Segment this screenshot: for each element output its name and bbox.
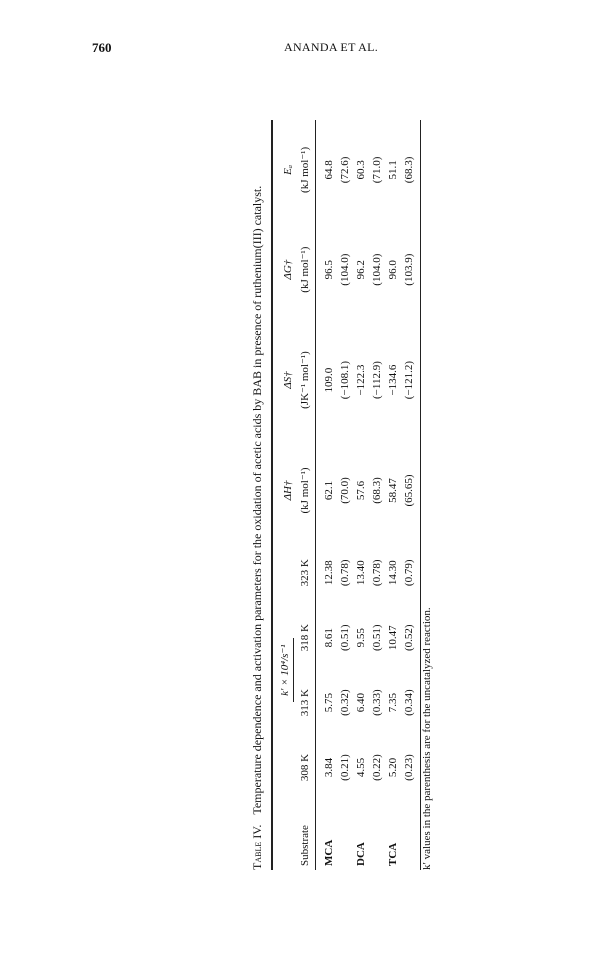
value-cell: 5.75 bbox=[323, 693, 335, 713]
k-header: k′ × 10⁴/s⁻¹ bbox=[272, 540, 296, 800]
value-cell: (−108.1) bbox=[339, 360, 351, 400]
temp-header: 308 K bbox=[299, 753, 311, 782]
table-row bbox=[369, 120, 385, 870]
value-cell: (104.0) bbox=[339, 253, 351, 286]
table-row bbox=[353, 120, 369, 870]
value-cell: 10.47 bbox=[387, 625, 399, 651]
value-cell: (103.9) bbox=[403, 253, 415, 286]
substrate-cell: TCA bbox=[387, 842, 399, 866]
running-head: ANANDA ET AL. bbox=[284, 40, 379, 54]
table-body bbox=[316, 120, 421, 870]
value-cell: 12.38 bbox=[323, 560, 335, 586]
value-cell: 58.47 bbox=[387, 478, 399, 503]
substrate-header: Substrate bbox=[299, 825, 311, 866]
value-cell: −122.3 bbox=[355, 364, 367, 396]
dG-unit: (kJ mol⁻¹) bbox=[299, 246, 311, 293]
substrate-cell: DCA bbox=[355, 842, 367, 866]
table-row bbox=[316, 120, 338, 870]
value-cell: (70.0) bbox=[339, 477, 351, 504]
value-cell: (0.79) bbox=[403, 559, 415, 587]
header-row-2 bbox=[296, 120, 316, 870]
value-cell: (0.78) bbox=[371, 559, 383, 587]
value-cell: 13.40 bbox=[355, 560, 367, 586]
value-cell: 64.8 bbox=[323, 160, 335, 180]
value-cell: (0.51) bbox=[339, 624, 351, 651]
value-cell: (0.78) bbox=[339, 559, 351, 587]
value-cell: −134.6 bbox=[387, 364, 399, 396]
value-cell: (0.33) bbox=[371, 689, 383, 716]
Ea-unit: (kJ mol⁻¹) bbox=[299, 146, 311, 193]
substrate-cell bbox=[401, 800, 421, 870]
value-cell: (71.0) bbox=[371, 156, 383, 184]
value-cell: (72.6) bbox=[339, 156, 351, 184]
table-row bbox=[385, 120, 401, 870]
value-cell: 8.61 bbox=[323, 628, 335, 648]
value-cell: 57.6 bbox=[355, 480, 367, 501]
value-cell: (104.0) bbox=[371, 253, 383, 286]
value-cell: (68.3) bbox=[403, 156, 415, 184]
activation-parameters-table bbox=[271, 120, 421, 870]
value-cell: 14.30 bbox=[387, 560, 399, 586]
value-cell: (0.32) bbox=[339, 689, 351, 716]
page-number: 760 bbox=[92, 40, 112, 55]
value-cell: 51.1 bbox=[387, 160, 399, 180]
value-cell: 96.5 bbox=[323, 260, 335, 280]
table-row bbox=[401, 120, 421, 870]
rotated-table-block bbox=[250, 100, 433, 870]
value-cell: (0.51) bbox=[371, 624, 383, 651]
value-cell: (0.22) bbox=[371, 754, 383, 781]
table-caption-text: Temperature dependence and activation parameters for the oxidation of acetic acids by BAB in presence of ruthenium(III) catalyst. bbox=[250, 185, 264, 815]
value-cell: 9.55 bbox=[355, 628, 367, 648]
value-cell: (68.3) bbox=[371, 477, 383, 504]
table-footnote: k′ values in the parenthesis are for the uncatalyzed reaction. bbox=[421, 607, 433, 870]
dH-unit: (kJ mol⁻¹) bbox=[299, 467, 311, 514]
value-cell: (−112.9) bbox=[371, 361, 383, 399]
dG-header: ΔG† bbox=[282, 259, 294, 280]
value-cell: (0.34) bbox=[403, 689, 415, 716]
dH-header: ΔH† bbox=[282, 480, 294, 501]
value-cell: 7.35 bbox=[387, 693, 399, 713]
value-cell: (65.65) bbox=[403, 474, 415, 507]
value-cell: 109.0 bbox=[323, 367, 335, 393]
dS-header: ΔS† bbox=[282, 371, 294, 389]
value-cell: 5.20 bbox=[387, 757, 399, 778]
value-cell: 3.84 bbox=[323, 757, 335, 778]
value-cell: 62.1 bbox=[323, 480, 335, 501]
value-cell: (0.23) bbox=[403, 754, 415, 781]
temp-header: 318 K bbox=[299, 624, 311, 652]
substrate-cell: MCA bbox=[323, 839, 335, 866]
temp-header: 323 K bbox=[299, 559, 311, 587]
value-cell: 96.0 bbox=[387, 260, 399, 280]
temp-header: 313 K bbox=[299, 689, 311, 717]
value-cell: 96.2 bbox=[355, 260, 367, 280]
table-row bbox=[337, 120, 353, 870]
dS-unit: (JK⁻¹ mol⁻¹) bbox=[299, 351, 311, 409]
substrate-cell bbox=[369, 800, 385, 870]
value-cell: (0.52) bbox=[403, 624, 415, 651]
header-row-1 bbox=[272, 120, 296, 870]
value-cell: (0.21) bbox=[339, 754, 351, 781]
Ea-header: Eₐ bbox=[282, 164, 294, 175]
substrate-cell bbox=[337, 800, 353, 870]
value-cell: 4.55 bbox=[355, 757, 367, 778]
table-caption bbox=[250, 186, 265, 870]
value-cell: 60.3 bbox=[355, 160, 367, 180]
table-label: Table IV. bbox=[250, 824, 264, 870]
value-cell: 6.40 bbox=[355, 693, 367, 713]
value-cell: (−121.2) bbox=[403, 360, 415, 400]
